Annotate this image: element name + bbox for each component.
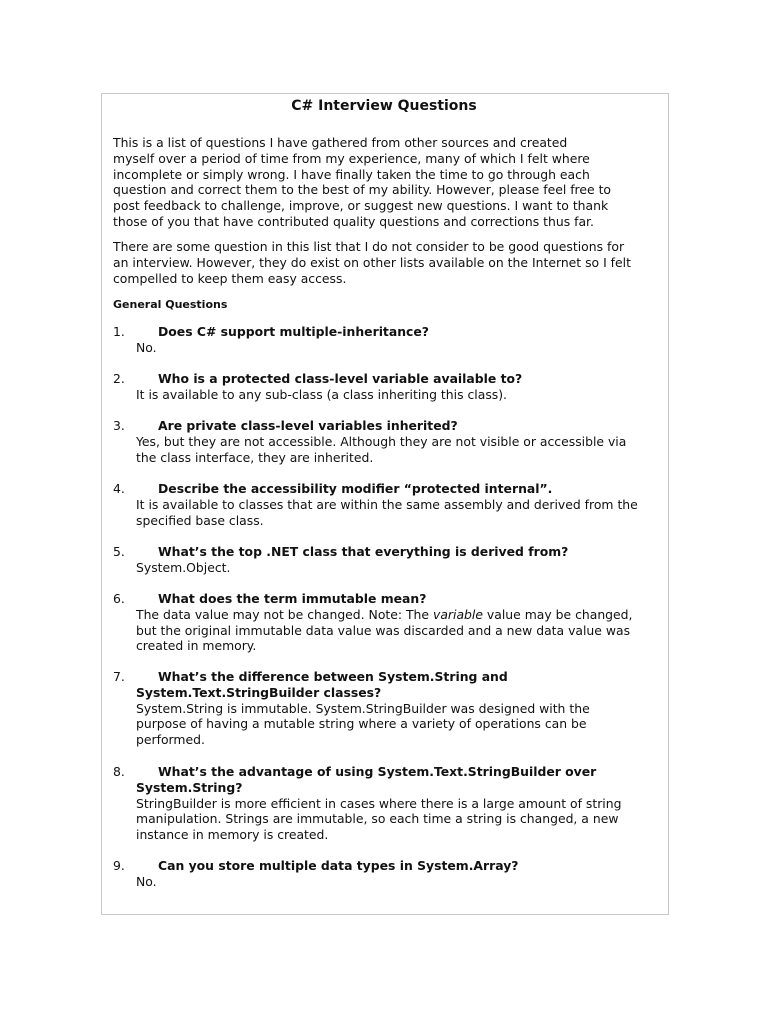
intro-line: This is a list of questions I have gathered from other sources and created — [113, 135, 568, 150]
answer-text: It is available to classes that are within the same assembly and derived from the — [136, 496, 638, 512]
question-number: 8. — [113, 764, 125, 779]
question-item-2 — [113, 371, 661, 403]
question-item-8 — [113, 764, 661, 843]
answer-text: No. — [136, 339, 157, 355]
question-number: 3. — [113, 418, 125, 433]
question-number: 2. — [113, 371, 125, 386]
question-text-continued: System.String? — [136, 779, 243, 795]
question-text: What does the term immutable mean? — [158, 591, 427, 606]
document-title: C# Interview Questions — [291, 98, 477, 114]
question-number: 5. — [113, 544, 125, 559]
question-item-3 — [113, 418, 661, 465]
emphasis-variable: variable — [432, 606, 483, 622]
answer-text: It is available to any sub-class (a class inheriting this class). — [136, 386, 507, 402]
question-number: 6. — [113, 591, 125, 606]
question-number: 7. — [113, 669, 125, 684]
answer-text: specified base class. — [136, 512, 264, 528]
answer-text: Yes, but they are not accessible. Although they are not visible or accessible via — [136, 433, 627, 449]
question-item-5 — [113, 544, 661, 576]
question-number: 4. — [113, 481, 125, 496]
question-text: What’s the advantage of using System.Text.StringBuilder over — [158, 764, 597, 779]
answer-text: System.Object. — [136, 559, 231, 575]
intro-line: question and correct them to the best of my ability. However, please feel free to — [113, 182, 612, 198]
question-item-4 — [113, 481, 661, 528]
answer-text: but the original immutable data value was discarded and a new data value was — [136, 622, 631, 638]
answer-text: the class interface, they are inherited. — [136, 449, 374, 465]
intro-paragraph-2 — [113, 239, 661, 286]
intro-line: There are some question in this list that I do not consider to be good questions for — [113, 239, 625, 254]
intro-line: myself over a period of time from my experience, many of which I felt where — [113, 150, 590, 166]
intro-line: post feedback to challenge, improve, or suggest new questions. I want to thank — [113, 198, 609, 214]
question-number: 9. — [113, 858, 125, 873]
question-text: What’s the top .NET class that everything is derived from? — [158, 544, 569, 559]
intro-line: compelled to keep them easy access. — [113, 270, 347, 286]
intro-line: those of you that have contributed quality questions and corrections thus far. — [113, 213, 594, 229]
answer-text: instance in memory is created. — [136, 827, 329, 843]
answer-text: manipulation. Strings are immutable, so each time a string is changed, a new — [136, 811, 619, 827]
question-item-6 — [113, 591, 661, 654]
answer-text: System.String is immutable. System.StringBuilder was designed with the — [136, 700, 590, 716]
answer-text: No. — [136, 873, 157, 889]
question-number: 1. — [113, 324, 125, 339]
question-item-9 — [113, 858, 661, 890]
question-text: Describe the accessibility modifier “protected internal”. — [158, 481, 553, 496]
intro-line: an interview. However, they do exist on other lists available on the Internet so I felt — [113, 254, 631, 270]
answer-text: The data value may not be changed. Note: The variable value may be changed, — [136, 606, 633, 622]
answer-text: purpose of having a mutable string where a variety of operations can be — [136, 716, 587, 732]
answer-text: performed. — [136, 732, 205, 748]
question-item-1 — [113, 324, 661, 356]
question-text: Does C# support multiple-inheritance? — [158, 324, 429, 339]
question-text: Can you store multiple data types in System.Array? — [158, 858, 519, 873]
question-text: Are private class-level variables inherited? — [158, 418, 458, 433]
intro-paragraph-1 — [113, 135, 661, 230]
answer-text: StringBuilder is more efficient in cases where there is a large amount of string — [136, 795, 622, 811]
question-text: Who is a protected class-level variable available to? — [158, 371, 523, 386]
question-item-7 — [113, 669, 661, 748]
intro-line: incomplete or simply wrong. I have finally taken the time to go through each — [113, 166, 590, 182]
section-heading: General Questions — [113, 298, 228, 311]
answer-text: created in memory. — [136, 638, 257, 654]
question-text: What’s the difference between System.String and — [158, 669, 508, 684]
question-text-continued: System.Text.StringBuilder classes? — [136, 684, 382, 700]
